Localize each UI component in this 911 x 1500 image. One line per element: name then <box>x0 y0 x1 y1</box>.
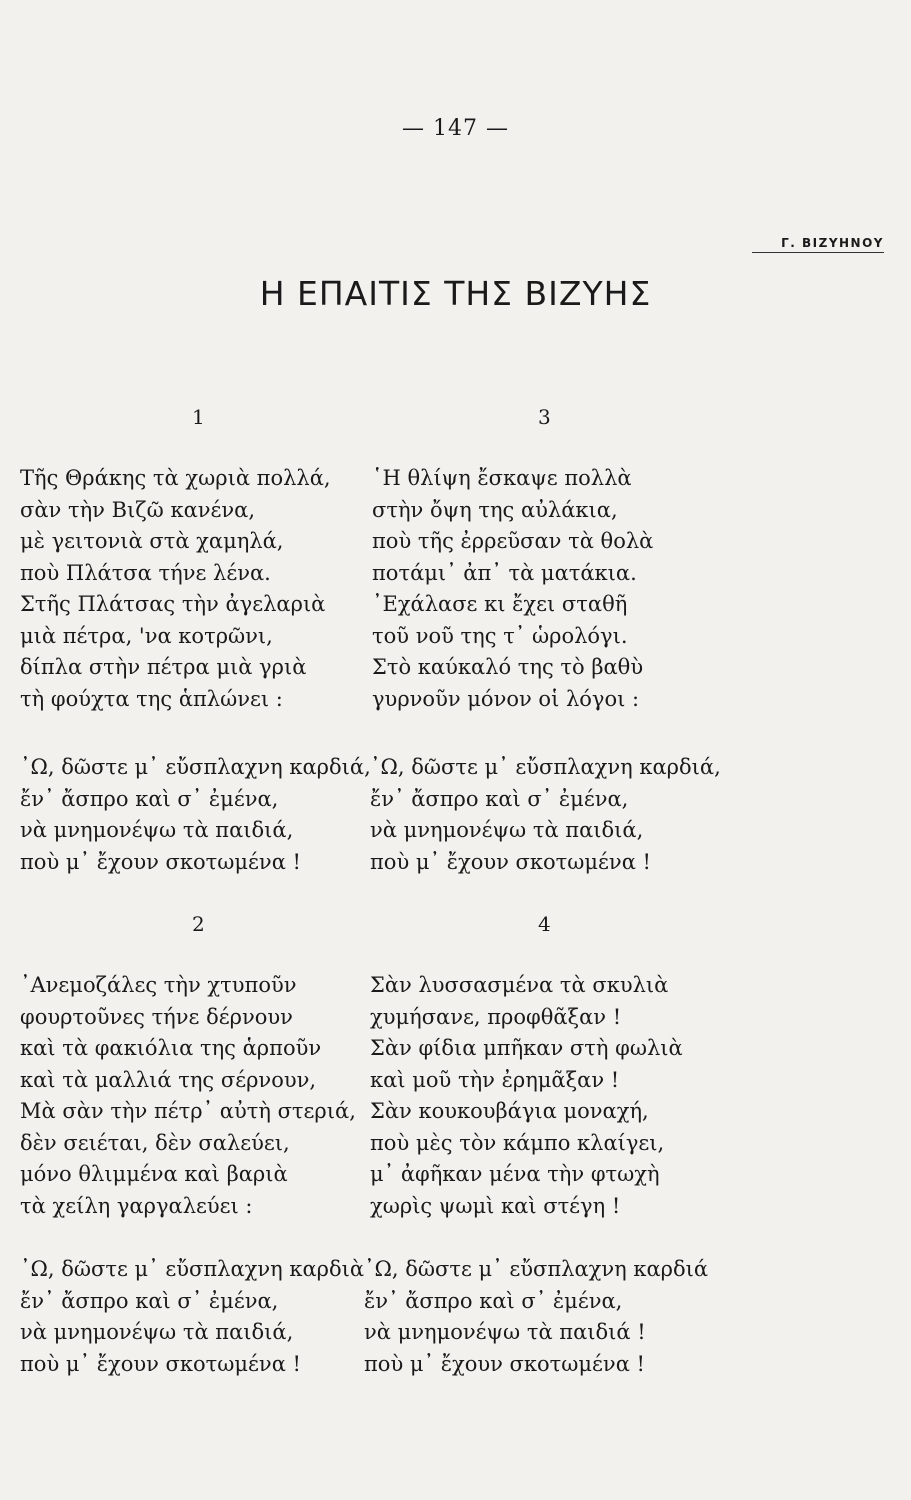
verse-line: Σὰν κουκουβάγια μοναχή, <box>370 1099 649 1123</box>
refrain-4 <box>364 1254 708 1380</box>
verse-line: ᾿Ανεμοζάλες τὴν χτυποῦν <box>20 973 297 997</box>
verse-line: γυρνοῦν μόνον οἱ λόγοι : <box>372 686 640 711</box>
verse-line: Στῆς Πλάτσας τὴν ἀγελαριὰ <box>20 592 326 616</box>
author-underline <box>752 252 884 253</box>
verse-line: καὶ τὰ φακιόλια της ἁρποῦν <box>20 1036 322 1060</box>
verse-line: μὲ γειτονιὰ στὰ χαμηλά, <box>20 529 284 553</box>
verse-line: ᾿Ω, δῶστε μ᾿ εὔσπλαχνη καρδιά, <box>20 755 371 779</box>
refrain-2 <box>20 1254 364 1380</box>
verse-line: μ᾿ ἀφῆκαν μένα τὴν φτωχὴ <box>370 1162 660 1186</box>
verse-line: ἔν᾿ ἄσπρο καὶ σ᾿ ἐμένα, <box>20 1288 279 1313</box>
verse-line: νὰ μνημονέψω τὰ παιδιά, <box>370 818 644 842</box>
verse-line: ᾿Ω, δῶστε μ᾿ εὔσπλαχνη καρδιά <box>364 1257 709 1281</box>
verse-line: ῾Η θλίψη ἔσκαψε πολλὰ <box>372 466 632 490</box>
verse-line: ᾿Ω, δῶστε μ᾿ εὔσπλαχνη καρδιὰ <box>20 1257 365 1281</box>
verse-line: ποὺ τῆς ἐρρεῦσαν τὰ θολὰ <box>372 529 654 553</box>
section-number-1: 1 <box>192 405 205 429</box>
verse-line: χυμήσανε, προφθᾶξαν ! <box>370 1004 622 1029</box>
verse-line: Τῆς Θράκης τὰ χωριὰ πολλά, <box>20 466 331 490</box>
verse-line: χωρὶς ψωμὶ καὶ στέγη ! <box>370 1193 621 1218</box>
verse-line: μόνο θλιμμένα καὶ βαριὰ <box>20 1162 288 1186</box>
verse-line: τὴ φούχτα της ἁπλώνει : <box>20 686 283 711</box>
verse-line: ποὺ μ᾿ ἔχουν σκοτωμένα ! <box>20 849 301 874</box>
verse-line: νὰ μνημονέψω τὰ παιδιά, <box>20 1320 294 1344</box>
verse-line: νὰ μνημονέψω τὰ παιδιά, <box>20 818 294 842</box>
verse-line: ποὺ Πλάτσα τήνε λένα. <box>20 560 271 585</box>
verse-line: τοῦ νοῦ της τ᾿ ὡρολόγι. <box>372 623 628 648</box>
verse-line: ἔν᾿ ἄσπρο καὶ σ᾿ ἐμένα, <box>370 786 629 811</box>
verse-line: ποὺ μ᾿ ἔχουν σκοτωμένα ! <box>370 849 651 874</box>
verse-line: ποὺ μὲς τὸν κάμπο κλαίγει, <box>370 1130 665 1155</box>
section-number-3: 3 <box>538 405 551 429</box>
verse-line: ποὺ μ᾿ ἔχουν σκοτωμένα ! <box>364 1351 645 1376</box>
stanza-3 <box>372 463 653 715</box>
verse-line: ᾿Ω, δῶστε μ᾿ εὔσπλαχνη καρδιά, <box>370 755 721 779</box>
stanza-2 <box>20 970 356 1222</box>
section-number-2: 2 <box>192 912 205 936</box>
verse-line: ποὺ μ᾿ ἔχουν σκοτωμένα ! <box>20 1351 301 1376</box>
verse-line: φουρτοῦνες τήνε δέρνουν <box>20 1004 293 1029</box>
verse-line: καὶ μοῦ τὴν ἐρημᾶξαν ! <box>370 1067 620 1092</box>
page-number: — 147 — <box>402 116 509 141</box>
verse-line: δὲν σειέται, δὲν σαλεύει, <box>20 1130 290 1155</box>
verse-line: Σὰν λυσσασμένα τὰ σκυλιὰ <box>370 973 669 997</box>
verse-line: νὰ μνημονέψω τὰ παιδιά ! <box>364 1320 646 1344</box>
verse-line: σὰν τὴν Βιζῶ κανένα, <box>20 497 256 522</box>
stanza-1 <box>20 463 331 715</box>
verse-line: δίπλα στὴν πέτρα μιὰ γριὰ <box>20 655 307 679</box>
verse-line: καὶ τὰ μαλλιά της σέρνουν, <box>20 1067 317 1092</box>
refrain-3 <box>370 752 721 878</box>
verse-line: ἔν᾿ ἄσπρο καὶ σ᾿ ἐμένα, <box>364 1288 623 1313</box>
verse-line: ᾿Εχάλασε κι ἔχει σταθῆ <box>372 592 628 616</box>
poem-title: Η ΕΠΑΙΤΙΣ ΤΗΣ ΒΙΖΥΗΣ <box>259 274 652 313</box>
verse-line: τὰ χείλη γαργαλεύει : <box>20 1193 253 1218</box>
author-name: Γ. ΒΙΖΥΗΝΟΥ <box>781 236 884 250</box>
verse-line: στὴν ὄψη της αὐλάκια, <box>372 497 618 522</box>
verse-line: Στὸ καύκαλό της τὸ βαθὺ <box>372 655 644 679</box>
section-number-4: 4 <box>538 912 551 936</box>
verse-line: ἔν᾿ ἄσπρο καὶ σ᾿ ἐμένα, <box>20 786 279 811</box>
verse-line: Σὰν φίδια μπῆκαν στὴ φωλιὰ <box>370 1036 683 1060</box>
verse-line: μιὰ πέτρα, 'να κοτρῶνι, <box>20 623 273 648</box>
stanza-4 <box>370 970 683 1222</box>
refrain-1 <box>20 752 371 878</box>
verse-line: ποτάμι᾿ ἀπ᾿ τὰ ματάκια. <box>372 560 637 585</box>
verse-line: Μὰ σὰν τὴν πέτρ᾿ αὐτὴ στεριά, <box>20 1099 356 1123</box>
